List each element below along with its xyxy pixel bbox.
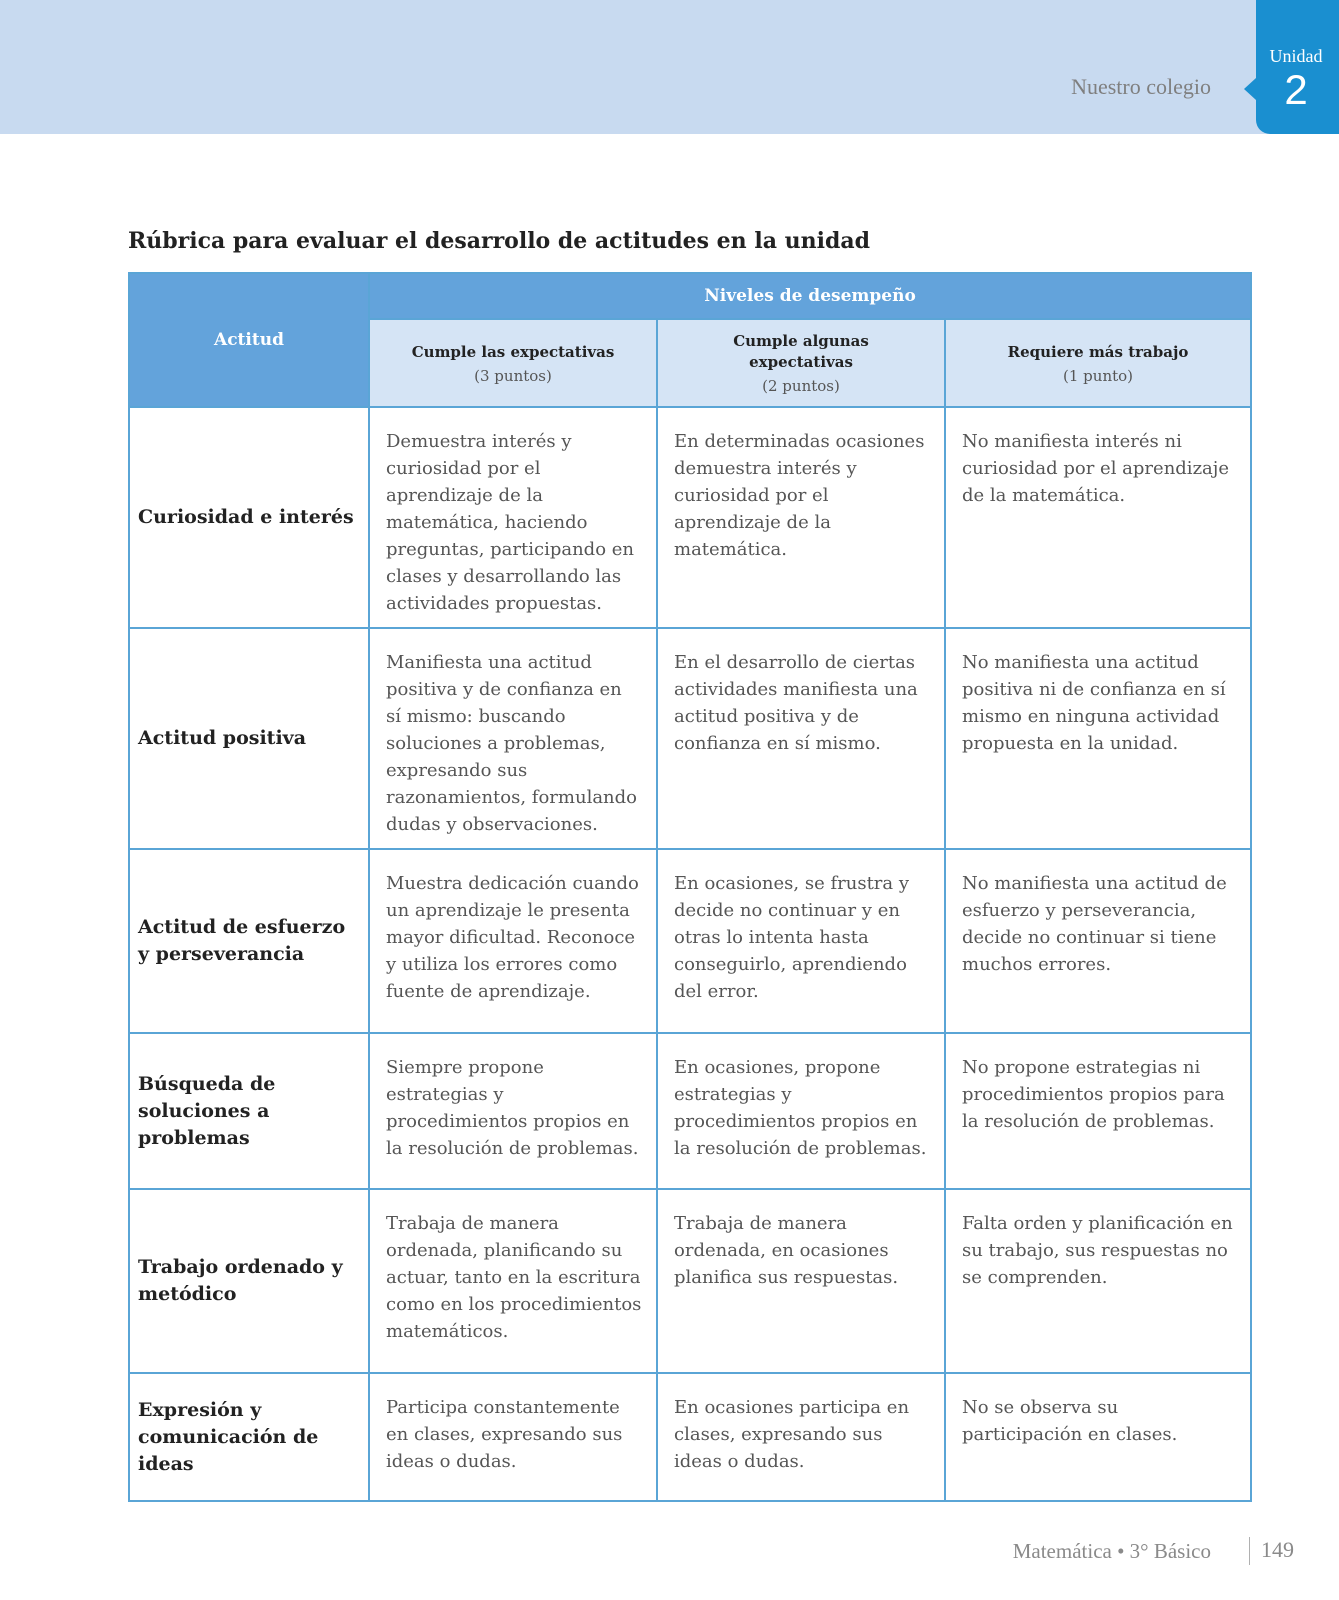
level-header	[657, 319, 945, 407]
attitude-header: Actitud	[129, 273, 369, 407]
attitude-cell: Trabajo ordenado y metódico	[129, 1189, 369, 1373]
unit-tab	[1256, 0, 1339, 134]
descriptor-cell: En ocasiones, propone estrategias y procedimientos propios en la resolución de problemas.	[657, 1033, 945, 1189]
descriptor-cell: Participa constantemente en clases, expresando sus ideas o dudas.	[369, 1373, 657, 1501]
table-row	[129, 1189, 1251, 1373]
footer-book-title: Matemática • 3° Básico	[1012, 1539, 1211, 1563]
table-row	[129, 1033, 1251, 1189]
footer-divider	[1249, 1537, 1250, 1565]
descriptor-cell: No manifiesta interés ni curiosidad por el aprendizaje de la matemática.	[945, 407, 1251, 628]
page-number: 149	[1261, 1537, 1294, 1562]
descriptor-cell: Trabaja de manera ordenada, en ocasiones planifica sus respuestas.	[657, 1189, 945, 1373]
level-points: (1 punto)	[1063, 366, 1134, 385]
page-title: Rúbrica para evaluar el desarrollo de actitudes en la unidad	[128, 228, 870, 254]
level-points: (2 puntos)	[762, 377, 840, 395]
descriptor-cell: Siempre propone estrategias y procedimientos propios en la resolución de problemas.	[369, 1033, 657, 1189]
descriptor-cell: No se observa su participación en clases.	[945, 1373, 1251, 1501]
attitude-cell: Actitud positiva	[129, 628, 369, 849]
table-row	[129, 407, 1251, 628]
descriptor-cell: Demuestra interés y curiosidad por el aprendizaje de la matemática, haciendo preguntas, participando en clases y desarrollando las actividades propuestas.	[369, 407, 657, 628]
section-label: Nuestro colegio	[1071, 74, 1211, 99]
descriptor-cell: No manifiesta una actitud positiva ni de confianza en sí mismo en ninguna actividad propuesta en la unidad.	[945, 628, 1251, 849]
level-header	[945, 319, 1251, 407]
descriptor-cell: Manifiesta una actitud positiva y de confianza en sí mismo: buscando soluciones a problemas, expresando sus razonamientos, formulando dudas y observaciones.	[369, 628, 657, 849]
descriptor-cell: No manifiesta una actitud de esfuerzo y perseverancia, decide no continuar si tiene muchos errores.	[945, 849, 1251, 1033]
level-name: Cumple las expectativas	[411, 342, 615, 361]
attitude-cell: Búsqueda de soluciones a problemas	[129, 1033, 369, 1189]
unit-word: Unidad	[1269, 46, 1323, 66]
levels-header: Niveles de desempeño	[369, 273, 1251, 319]
level-name: Requiere más trabajo	[1007, 342, 1189, 361]
header-band	[0, 0, 1339, 134]
descriptor-cell: Falta orden y planificación en su trabajo, sus respuestas no se comprenden.	[945, 1189, 1251, 1373]
descriptor-cell: En ocasiones participa en clases, expresando sus ideas o dudas.	[657, 1373, 945, 1501]
table-row	[129, 1373, 1251, 1501]
level-header	[369, 319, 657, 407]
level-name: Cumple algunas expectativas	[733, 332, 869, 371]
rubric-table	[128, 272, 1252, 1502]
attitude-cell: Actitud de esfuerzo y perseverancia	[129, 849, 369, 1033]
descriptor-cell: No propone estrategias ni procedimientos propios para la resolución de problemas.	[945, 1033, 1251, 1189]
unit-number: 2	[1284, 66, 1308, 113]
attitude-cell: Curiosidad e interés	[129, 407, 369, 628]
descriptor-cell: En el desarrollo de ciertas actividades manifiesta una actitud positiva y de confianza en sí mismo.	[657, 628, 945, 849]
level-points: (3 puntos)	[474, 366, 552, 385]
descriptor-cell: En determinadas ocasiones demuestra interés y curiosidad por el aprendizaje de la matemática.	[657, 407, 945, 628]
table-row	[129, 628, 1251, 849]
descriptor-cell: En ocasiones, se frustra y decide no continuar y en otras lo intenta hasta conseguirlo, aprendiendo del error.	[657, 849, 945, 1033]
descriptor-cell: Trabaja de manera ordenada, planificando su actuar, tanto en la escritura como en los procedimientos matemáticos.	[369, 1189, 657, 1373]
table-row	[129, 849, 1251, 1033]
descriptor-cell: Muestra dedicación cuando un aprendizaje le presenta mayor dificultad. Reconoce y utiliza los errores como fuente de aprendizaje.	[369, 849, 657, 1033]
attitude-cell: Expresión y comunicación de ideas	[129, 1373, 369, 1501]
